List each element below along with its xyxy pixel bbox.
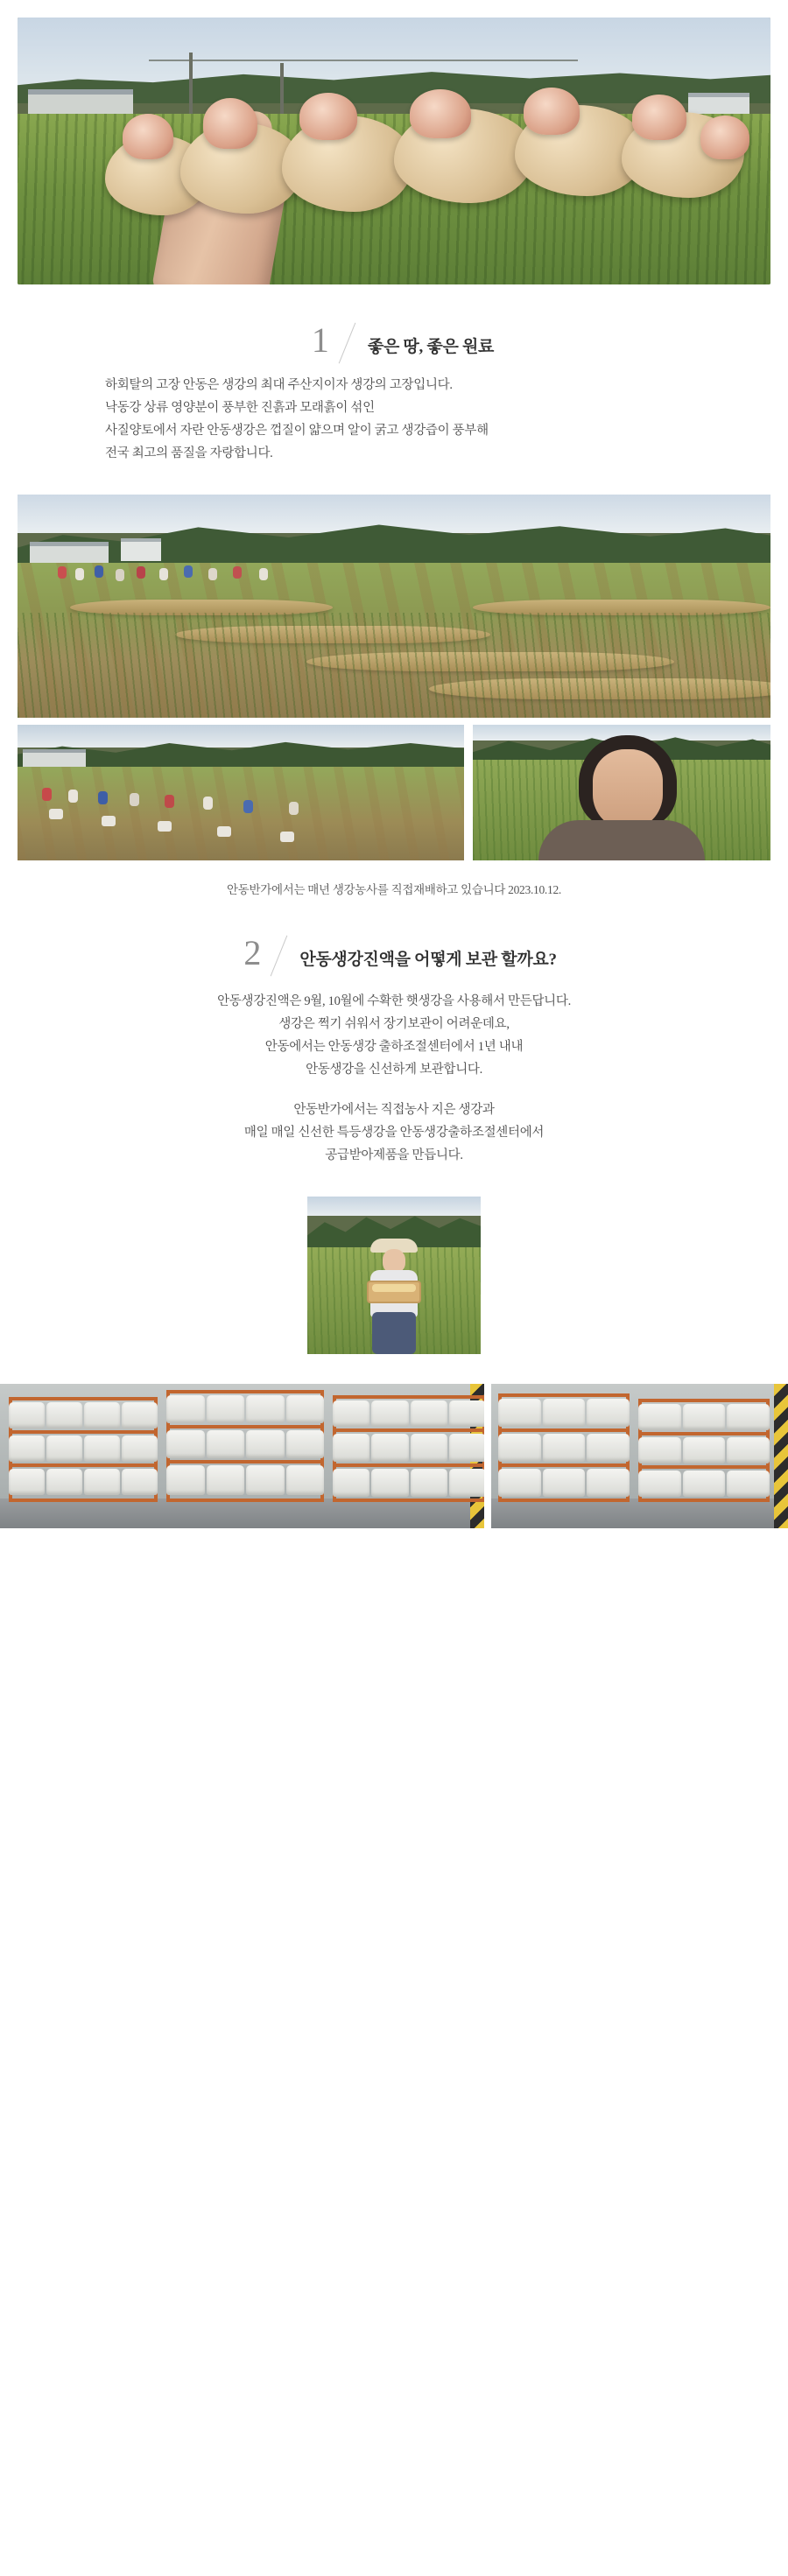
storage-rack xyxy=(333,1395,484,1502)
warehouse-left-photo xyxy=(0,1384,484,1528)
section-2-b1-line-3: 안동에서는 안동생강 출하조절센터에서 1년 내내 xyxy=(264,1040,524,1054)
section-2-title: 안동생강진액을 어떻게 보관 할까요? xyxy=(299,951,557,969)
section-2-header xyxy=(0,897,788,985)
farmer-portrait-photo xyxy=(473,725,770,860)
section-1-line-2: 낙동강 상류 영양분이 풍부한 진흙과 모래흙이 섞인 xyxy=(105,401,375,415)
section-1-header xyxy=(0,284,788,372)
slash-divider-icon xyxy=(261,936,299,976)
paragraph-gap xyxy=(0,1081,788,1098)
field-wide-photo xyxy=(18,495,770,718)
section-2-b2-line-1: 안동반가에서는 직접농사 지은 생강과 xyxy=(293,1103,495,1117)
section-2-number: 2 xyxy=(243,933,262,972)
sky-region xyxy=(18,725,464,748)
skirt xyxy=(372,1312,416,1354)
hero-photo xyxy=(18,18,770,284)
storage-rack xyxy=(638,1399,770,1502)
power-line xyxy=(149,60,578,61)
farm-building xyxy=(23,749,86,769)
photo-duo-row xyxy=(18,725,770,860)
field-photo-caption: 안동반가에서는 매년 생강농사를 직접재배하고 있습니다 2023.10.12. xyxy=(227,883,561,896)
torso xyxy=(538,820,705,860)
section-1-line-4: 전국 최고의 품질을 자랑합니다. xyxy=(105,446,273,460)
warehouse-right-photo xyxy=(491,1384,788,1528)
section-1-number: 1 xyxy=(311,320,329,360)
harvest-ground xyxy=(18,767,464,860)
section-1-line-1: 하회탈의 고장 안동은 생강의 최대 주산지이자 생강의 고장입니다. xyxy=(105,378,453,392)
section-1-line-3: 사질양토에서 자란 안동생강은 껍질이 얇으며 알이 굵고 생강즙이 풍부해 xyxy=(105,424,489,438)
hazard-stripe xyxy=(774,1384,788,1528)
sky-region xyxy=(307,1197,481,1216)
ginger-plants xyxy=(18,613,770,718)
ginger-basket xyxy=(367,1281,421,1303)
section-2-b1-line-4: 안동생강을 신선하게 보관합니다. xyxy=(306,1063,482,1077)
section-2-body xyxy=(0,985,788,1167)
detail-page xyxy=(0,18,788,1546)
face xyxy=(593,749,663,830)
section-1-title: 좋은 땅, 좋은 원료 xyxy=(367,338,495,356)
ginger-rhizome xyxy=(96,93,762,224)
harvest-workers-group xyxy=(53,563,298,586)
section-1-body xyxy=(0,372,788,465)
harvest-workers-photo xyxy=(18,725,464,860)
storage-rack xyxy=(9,1397,158,1502)
section-2-b1-line-2: 생강은 쩍기 쉬워서 장기보관이 어려운데요, xyxy=(278,1017,510,1031)
warehouse-floor xyxy=(491,1499,788,1528)
section-2-b1-line-1: 안동생강진액은 9월, 10월에 수확한 햇생강을 사용해서 만든답니다. xyxy=(217,994,571,1008)
bottom-spacer xyxy=(0,1528,788,1546)
slash-divider-icon xyxy=(329,323,368,363)
farm-building xyxy=(121,538,161,561)
basket-lady-photo xyxy=(307,1197,481,1354)
warehouse-floor xyxy=(0,1499,484,1528)
section-2-b2-line-3: 공급받아제품을 만듭니다. xyxy=(325,1148,463,1162)
storage-rack xyxy=(498,1393,630,1502)
section-2-b2-line-2: 매일 매일 신선한 특등생강을 안동생강출하조절센터에서 xyxy=(243,1126,545,1140)
warehouse-photo-row xyxy=(0,1384,788,1528)
storage-rack xyxy=(166,1390,324,1502)
